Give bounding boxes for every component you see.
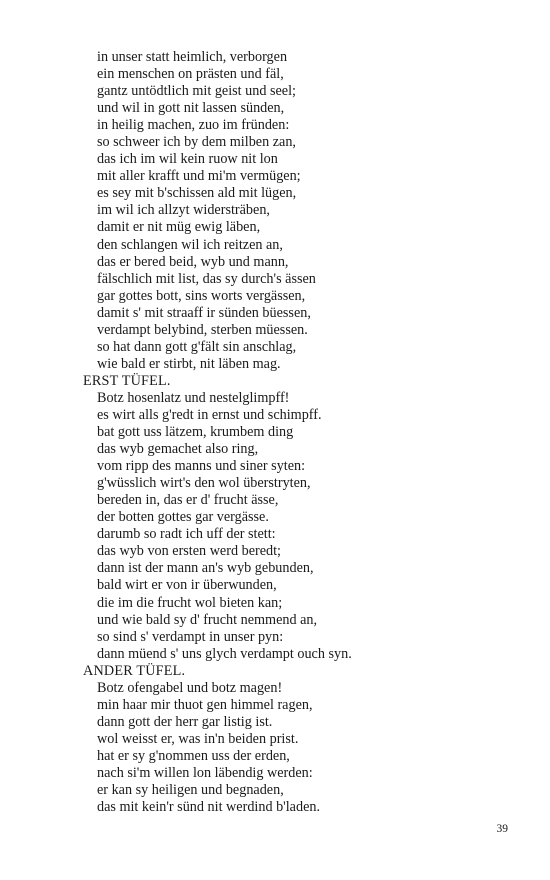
- verse-line: gar gottes bott, sins worts vergässen,: [97, 287, 306, 304]
- verse-line: das ich im wil kein ruow nit lon: [97, 151, 278, 168]
- verse-line: es sey mit b'schissen ald mit lügen,: [97, 185, 297, 202]
- verse-line: der botten gottes gar vergässe.: [97, 509, 269, 526]
- verse-line: mit aller krafft und mi'm vermügen;: [97, 168, 301, 185]
- verse-line: vom ripp des manns und siner syten:: [97, 458, 306, 475]
- verse-line: wol weisst er, was in'n beiden prist.: [97, 730, 299, 747]
- verse-line: das wyb gemachet also ring,: [97, 441, 259, 458]
- speaker-heading: ERST TÜFEL.: [83, 372, 171, 389]
- verse-line: bat gott uss lätzem, krumbem ding: [97, 424, 294, 441]
- verse-line: und wil in gott nit lassen sünden,: [97, 100, 285, 117]
- verse-line: in heilig machen, zuo im fründen:: [97, 117, 290, 134]
- verse-text-block: [83, 49, 523, 816]
- verse-line: Botz hosenlatz und nestelglimpff!: [97, 389, 290, 406]
- verse-line: dann ist der mann an's wyb gebunden,: [97, 560, 314, 577]
- verse-line: das mit kein'r sünd nit werdind b'laden.: [97, 799, 321, 816]
- verse-line: damit er nit müg ewig läben,: [97, 219, 261, 236]
- verse-line: dann müend s' uns glych verdampt ouch syn.: [97, 645, 352, 662]
- verse-line: dann gott der herr gar listig ist.: [97, 713, 273, 730]
- speaker-heading: ANDER TÜFEL.: [83, 662, 186, 679]
- verse-line: so sind s' verdampt in unser pyn:: [97, 628, 284, 645]
- verse-line: Botz ofengabel und botz magen!: [97, 679, 283, 696]
- verse-line: im wil ich allzyt widersträben,: [97, 202, 270, 219]
- verse-line: gantz untödtlich mit geist und seel;: [97, 83, 296, 100]
- verse-line: er kan sy heiligen und begnaden,: [97, 782, 284, 799]
- verse-line: den schlangen wil ich reitzen an,: [97, 236, 283, 253]
- verse-line: min haar mir thuot gen himmel ragen,: [97, 696, 313, 713]
- verse-line: das wyb von ersten werd beredt;: [97, 543, 281, 560]
- verse-line: hat er sy g'nommen uss der erden,: [97, 747, 290, 764]
- verse-line: bald wirt er von ir überwunden,: [97, 577, 277, 594]
- verse-line: nach si'm willen lon läbendig werden:: [97, 764, 313, 781]
- verse-line: so hat dann gott g'fält sin anschlag,: [97, 338, 297, 355]
- verse-line: wie bald er stirbt, nit läben mag.: [97, 355, 281, 372]
- verse-line: so schweer ich by dem milben zan,: [97, 134, 296, 151]
- verse-line: die im die frucht wol bieten kan;: [97, 594, 283, 611]
- verse-line: g'wüsslich wirt's den wol überstryten,: [97, 475, 311, 492]
- verse-line: darumb so radt ich uff der stett:: [97, 526, 276, 543]
- verse-line: ein menschen on prästen und fäl,: [97, 66, 284, 83]
- verse-line: das er bered beid, wyb und mann,: [97, 253, 289, 270]
- page-number: 39: [496, 823, 508, 835]
- verse-line: in unser statt heimlich, verborgen: [97, 49, 288, 65]
- verse-line: verdampt belybind, sterben müessen.: [97, 321, 308, 338]
- verse-line: es wirt alls g'redt in ernst und schimpff.: [97, 406, 322, 423]
- verse-line: bereden in, das er d' frucht ässe,: [97, 492, 279, 509]
- verse-line: und wie bald sy d' frucht nemmend an,: [97, 611, 318, 628]
- verse-line: fälschlich mit list, das sy durch's ässen: [97, 270, 316, 287]
- verse-line: damit s' mit straaff ir sünden büessen,: [97, 304, 311, 321]
